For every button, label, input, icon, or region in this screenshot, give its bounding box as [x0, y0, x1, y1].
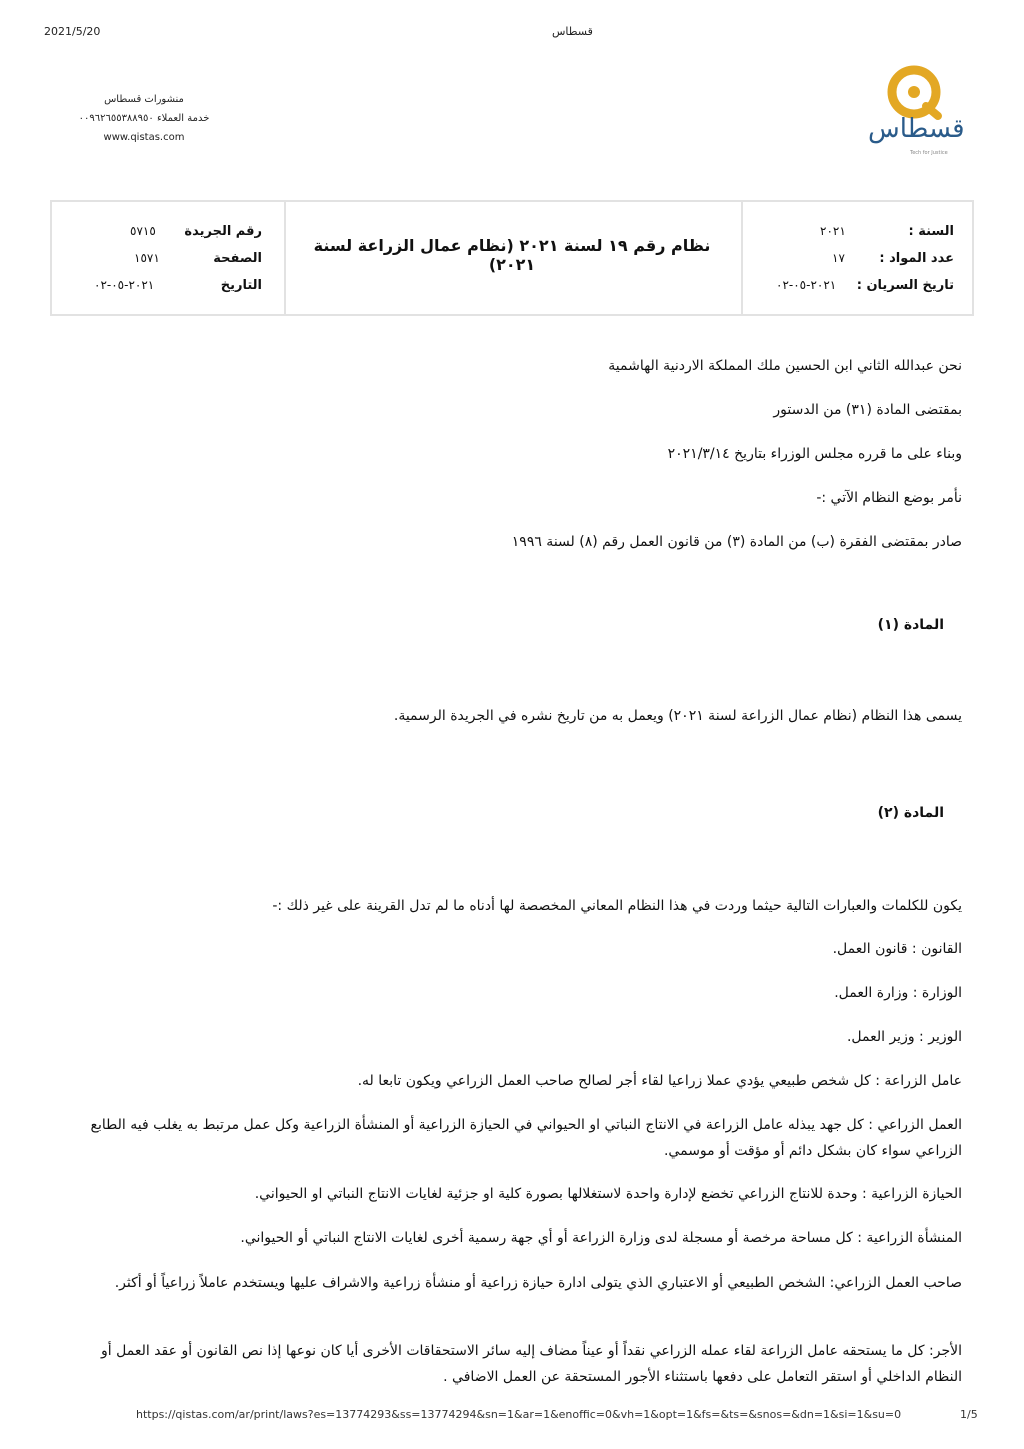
article-1-text: يسمى هذا النظام (نظام عمال الزراعة لسنة ٢٠٢١) ويعمل به من تاريخ نشره في الجريدة الرسمية. — [393, 708, 962, 724]
year-label: السنة : — [908, 224, 954, 239]
article-1-heading: المادة (١) — [877, 617, 944, 633]
preamble-line: بمقتضى المادة (٣١) من الدستور — [773, 402, 962, 418]
effective-date-label: تاريخ السريان : — [856, 278, 954, 293]
definition-item: الحيازة الزراعية : وحدة للانتاج الزراعي تخضع لإدارة واحدة لاستغلالها بصورة كلية او جزئية لغايات الانتاج النباتي او الحيواني. — [254, 1186, 962, 1202]
gazette-number-value: ٥٧١٥ — [130, 224, 156, 238]
info-divider-right — [741, 202, 743, 314]
page-indicator: 1/5 — [960, 1408, 978, 1421]
law-info-box — [50, 200, 974, 316]
print-date: 2021/5/20 — [44, 25, 101, 38]
article-2-intro: يكون للكلمات والعبارات التالية حيثما وردت في هذا النظام المعاني المخصصة لها أدناه ما لم تدل القرينة على غير ذلك :- — [272, 898, 962, 914]
publisher-block — [44, 94, 244, 143]
gazette-number-label: رقم الجريدة — [184, 224, 262, 239]
definition-item: المنشأة الزراعية : كل مساحة مرخصة أو مسجلة لدى وزارة الزراعة أو أي جهة رسمية أخرى لغايات الانتاج النباتي أو الحيواني. — [240, 1230, 962, 1246]
definition-item: الوزارة : وزارة العمل. — [834, 985, 962, 1001]
page-label: الصفحة — [213, 251, 262, 266]
logo-tagline: Tech for Justice — [910, 150, 948, 156]
definition-item: العمل الزراعي : كل جهد يبذله عامل الزراعة في الانتاج النباتي او الحيواني في الحيازة الزراعية أو المنشأة الزراعية وكل عمل مرتبط به يغلب فيه الطابع الزراعي سواء كان بشكل دائم أو مؤقت أو موسمي. — [90, 1117, 962, 1159]
website: www.qistas.com — [103, 132, 185, 143]
definition-item: عامل الزراعة : كل شخص طبيعي يؤدي عملا زراعيا لقاء أجر لصالح صاحب العمل الزراعي ويكون تابعا له. — [357, 1073, 962, 1089]
preamble-line: وبناء على ما قرره مجلس الوزراء بتاريخ ٢٠٢١/٣/١٤ — [667, 446, 962, 462]
page-value: ١٥٧١ — [134, 251, 160, 265]
preamble-line: نحن عبدالله الثاني ابن الحسين ملك المملكة الاردنية الهاشمية — [608, 358, 962, 374]
definition-item: الأجر: كل ما يستحقه عامل الزراعة لقاء عمله الزراعي نقداً أو عيناً مضاف إليه سائر الاستحقاقات الأخرى أيا كان نوعها إذا نص القانون أو عقد العمل أو النظام الداخلي أو استقر التعامل على دفعها باستثناء الأجور المستحقة عن العمل الاضافي . — [101, 1343, 962, 1385]
year-value: ٢٠٢١ — [820, 224, 846, 238]
law-title: نظام رقم ١٩ لسنة ٢٠٢١ (نظام عمال الزراعة لسنة ٢٠٢١) — [313, 236, 711, 274]
publisher-name: منشورات قسطاس — [104, 94, 184, 105]
print-url: https://qistas.com/ar/print/laws?es=13774293&ss=13774294&sn=1&ar=1&enoffic=0&vh=1&opt=1&fs=&ts=&snos=&dn=1&si=1&su=0 — [136, 1408, 902, 1421]
preamble-line: نأمر بوضع النظام الآتي :- — [816, 490, 962, 506]
preamble-line: صادر بمقتضى الفقرة (ب) من المادة (٣) من قانون العمل رقم (٨) لسنة ١٩٩٦ — [511, 534, 962, 550]
article-2-heading: المادة (٢) — [877, 805, 944, 821]
definition-item: الوزير : وزير العمل. — [846, 1029, 962, 1045]
definition-item: القانون : قانون العمل. — [832, 941, 962, 957]
qistas-logo — [866, 64, 966, 160]
articles-value: ١٧ — [832, 251, 845, 265]
customer-service: خدمة العملاء ٠٠٩٦٢٦٥٥٣٨٨٩٥٠ — [78, 113, 210, 124]
gazette-date-label: التاريخ — [220, 278, 262, 293]
logo-text: قسطاس — [868, 114, 965, 144]
definition-item: صاحب العمل الزراعي: الشخص الطبيعي أو الاعتباري الذي يتولى ادارة حيازة زراعية أو منشأة زراعية والاشراف عليها ويستخدم عاملاً زراعياً أو أكثر. — [114, 1275, 962, 1291]
gazette-date-value: ٢٠٢١-٠٥-٠٢ — [94, 278, 155, 292]
effective-date-value: ٢٠٢١-٠٥-٠٢ — [776, 278, 837, 292]
print-site-name: قسطاس — [552, 25, 593, 38]
articles-label: عدد المواد : — [879, 251, 954, 266]
info-divider-left — [284, 202, 286, 314]
